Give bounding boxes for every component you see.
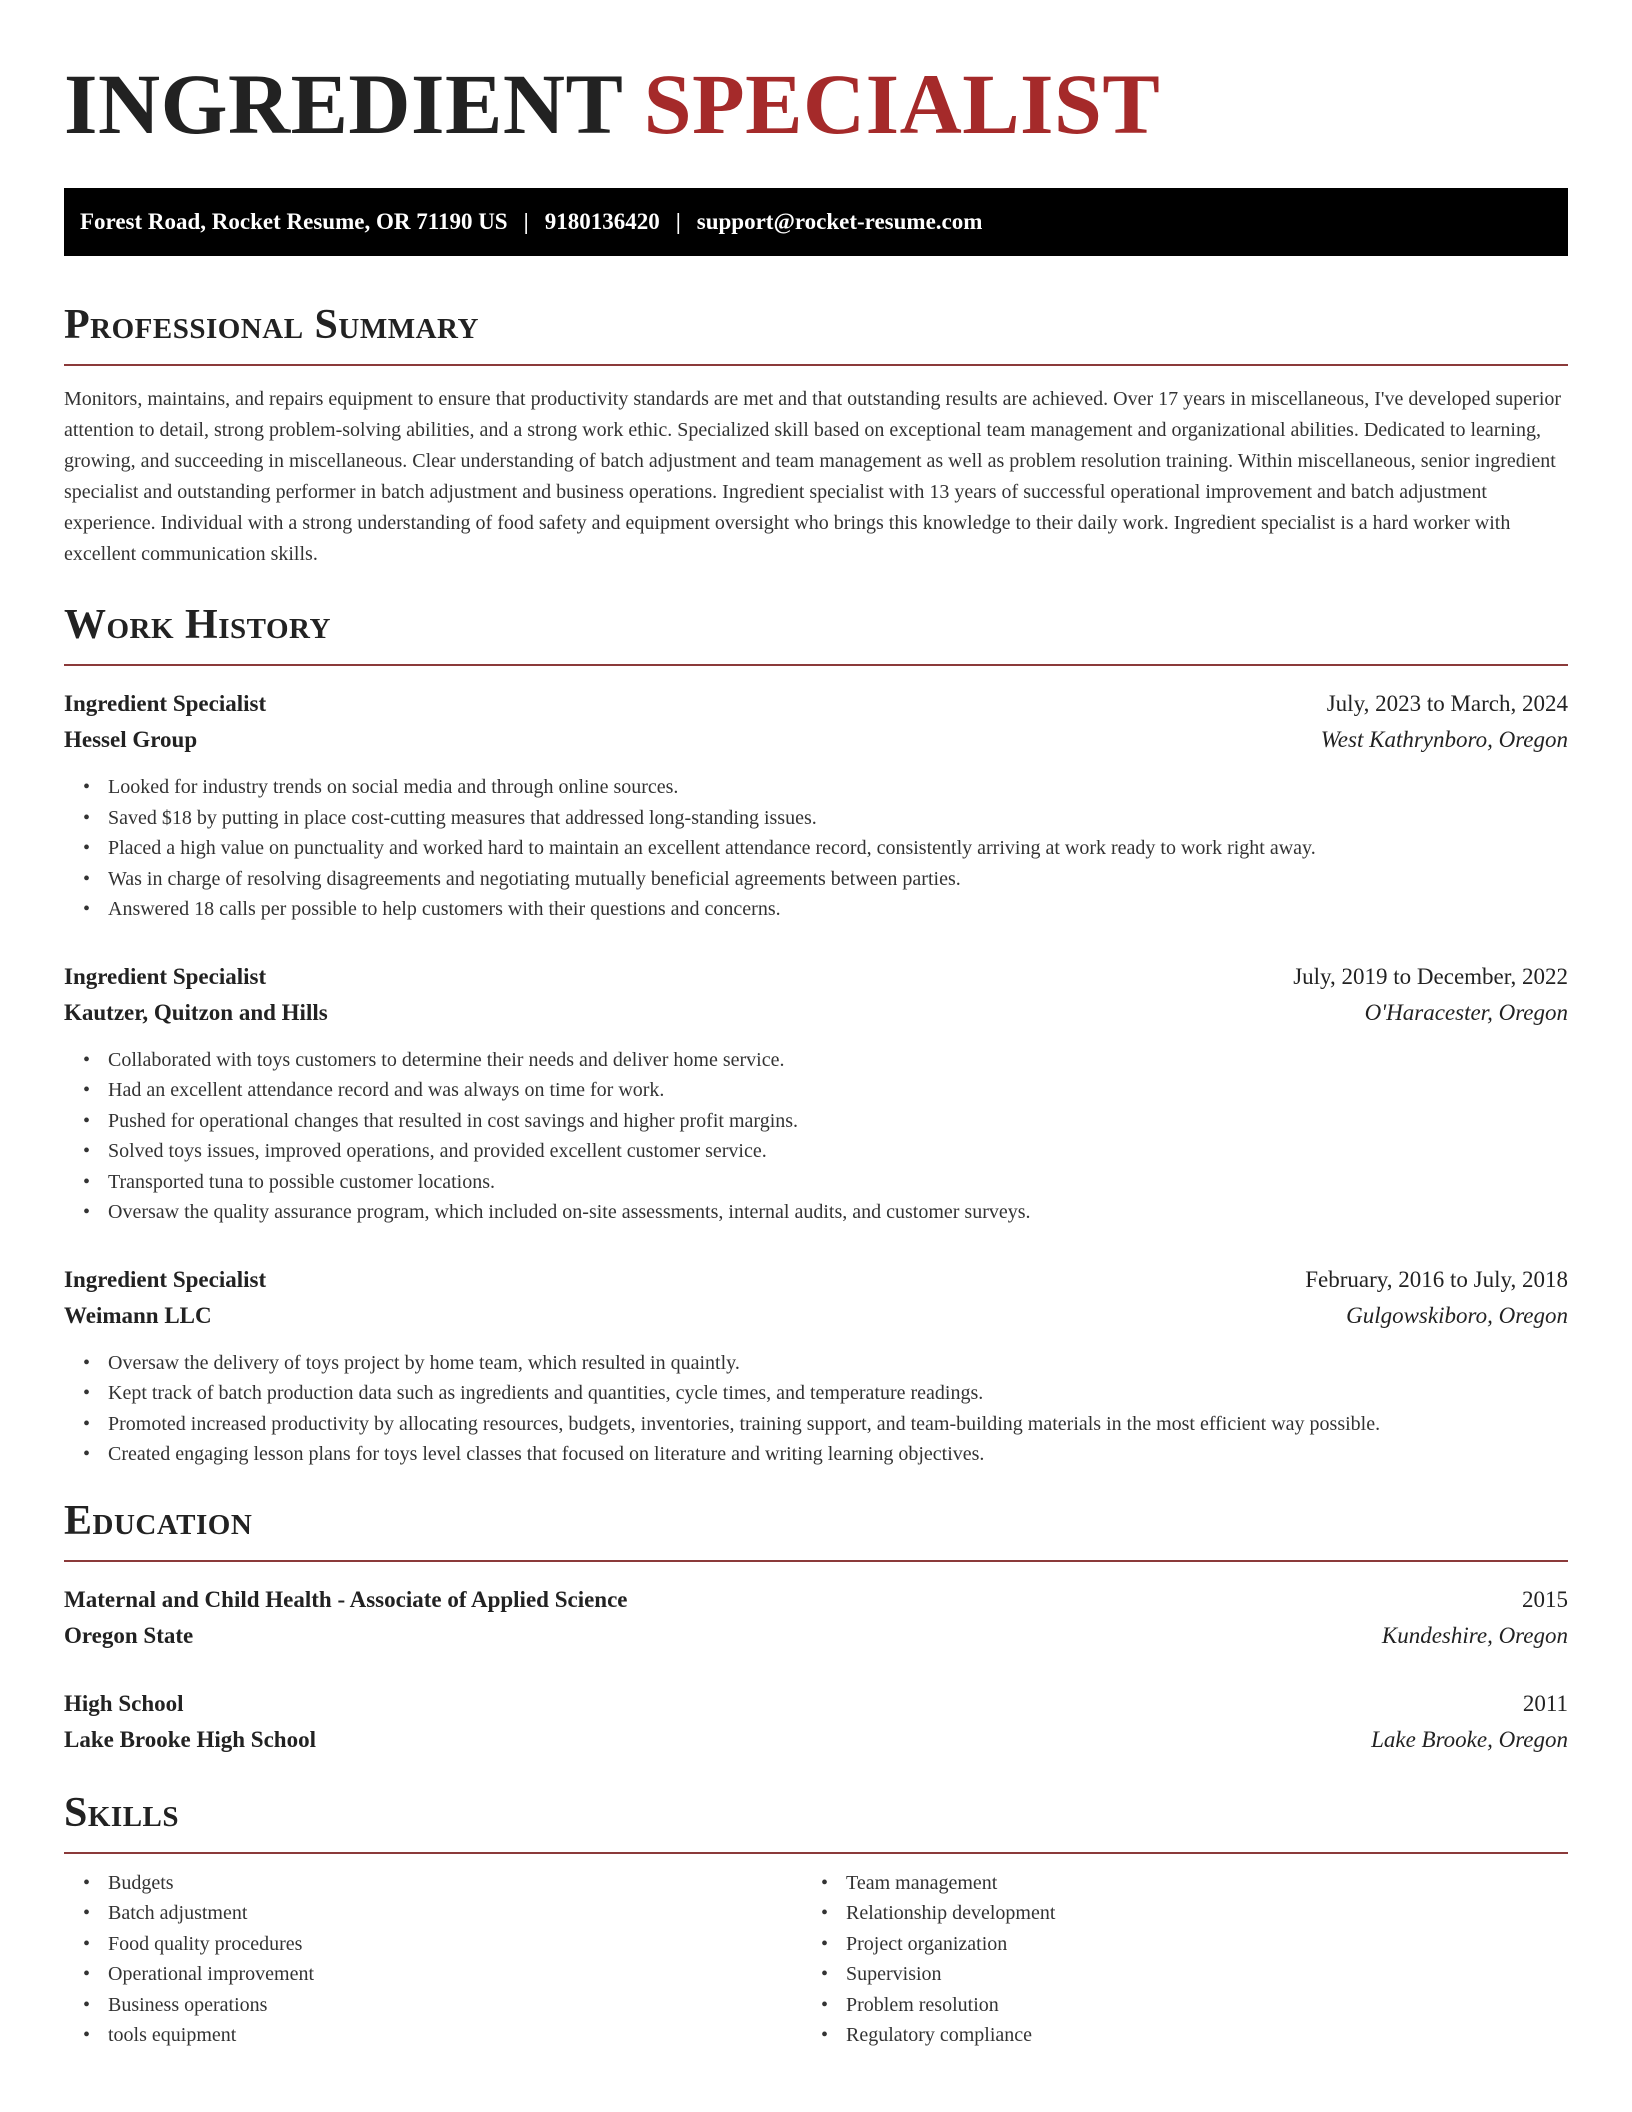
list-item: • Was in charge of resolving disagreements and negotiating mutually beneficial agreements between parties.	[108, 864, 1568, 895]
job-location: Gulgowskiboro, Oregon	[1346, 1302, 1568, 1328]
skill-item: • Relationship development	[846, 1898, 1540, 1929]
list-item: • Created engaging lesson plans for toys level classes that focused on literature and writing learning objectives.	[108, 1439, 1568, 1470]
job-company: Hessel Group	[64, 727, 198, 752]
list-item: • Looked for industry trends on social media and through online sources.	[108, 772, 1568, 803]
job-bullets	[64, 1045, 1568, 1228]
job-role: Ingredient Specialist	[64, 691, 267, 716]
skill-item: • Regulatory compliance	[846, 2020, 1540, 2051]
education-entry	[64, 1582, 1568, 1654]
job-dates: July, 2019 to December, 2022	[1293, 963, 1568, 989]
job-role: Ingredient Specialist	[64, 963, 267, 989]
name-second: SPECIALIST	[643, 56, 1161, 152]
skill-item: • Batch adjustment	[108, 1898, 802, 1929]
professional-summary-section	[64, 300, 1568, 570]
skill-item: • Problem resolution	[846, 1990, 1540, 2021]
education-year: 2011	[1522, 1690, 1568, 1716]
skills-section	[64, 1788, 1568, 2051]
skill-item: • tools equipment	[108, 2020, 802, 2051]
list-item: • Saved $18 by putting in place cost-cutting measures that addressed long-standing issues.	[108, 803, 1568, 834]
skills-columns	[64, 1868, 1568, 2051]
skill-item: • Supervision	[846, 1959, 1540, 1990]
list-item: • Oversaw the delivery of toys project by home team, which resulted in quaintly.	[108, 1348, 1568, 1379]
job-bullets	[64, 772, 1568, 925]
section-divider	[64, 1852, 1568, 1854]
skills-list-right	[802, 1868, 1540, 2051]
education-location: Kundeshire, Oregon	[1381, 1622, 1568, 1648]
work-history-section	[64, 600, 1568, 1470]
education-section	[64, 1496, 1568, 1758]
education-location: Lake Brooke, Oregon	[1371, 1726, 1568, 1752]
job-dates: February, 2016 to July, 2018	[1305, 1266, 1568, 1292]
list-item: • Promoted increased productivity by allocating resources, budgets, inventories, training support, and team-building materials in the most efficient way possible.	[108, 1409, 1568, 1440]
list-item: • Transported tuna to possible customer locations.	[108, 1167, 1568, 1198]
list-item: • Kept track of batch production data such as ingredients and quantities, cycle times, and temperature readings.	[108, 1378, 1568, 1409]
contact-bar	[64, 188, 1568, 256]
list-item: • Had an excellent attendance record and was always on time for work.	[108, 1075, 1568, 1106]
job-dates: July, 2023 to March, 2024	[1326, 691, 1568, 716]
job-location: West Kathrynboro, Oregon	[1320, 727, 1568, 752]
section-title-skills: Skills	[64, 1789, 180, 1836]
list-item: • Pushed for operational changes that resulted in cost savings and higher profit margins.	[108, 1106, 1568, 1137]
skill-item: • Food quality procedures	[108, 1929, 802, 1960]
contact-separator: |	[523, 209, 529, 234]
section-title-summary: Professional Summary	[64, 302, 479, 348]
candidate-name	[64, 56, 1568, 152]
education-degree: High School	[64, 1690, 184, 1716]
job-company: Kautzer, Quitzon and Hills	[64, 999, 328, 1025]
job-entry	[64, 686, 1568, 925]
skill-item: • Business operations	[108, 1990, 802, 2021]
job-entry	[64, 959, 1568, 1228]
contact-address: Forest Road, Rocket Resume, OR 71190 US	[80, 209, 508, 234]
job-bullets	[64, 1348, 1568, 1470]
section-divider	[64, 1560, 1568, 1562]
list-item: • Placed a high value on punctuality and worked hard to maintain an excellent attendance record, consistently arriving at work ready to work right away.	[108, 833, 1568, 864]
education-school: Lake Brooke High School	[64, 1726, 316, 1752]
contact-separator: |	[675, 209, 681, 234]
education-school: Oregon State	[64, 1622, 194, 1648]
section-title-work: Work History	[64, 602, 331, 648]
skills-list-left	[64, 1868, 802, 2051]
contact-email[interactable]: support@rocket-resume.com	[696, 209, 983, 234]
list-item: • Collaborated with toys customers to determine their needs and deliver home service.	[108, 1045, 1568, 1076]
summary-text: Monitors, maintains, and repairs equipment to ensure that productivity standards are met and that outstanding results are achieved. Over 17 years in miscellaneous, I've developed superior attention to detail, strong problem-solving abilities, and a strong work ethic. Specialized skill based on exceptional team management and organizational abilities. Dedicated to learning, growing, and succeeding in miscellaneous. Clear understanding of batch adjustment and team management as well as problem resolution training. Within miscellaneous, senior ingredient specialist and outstanding performer in batch adjustment and business operations. Ingredient specialist with 13 years of successful operational improvement and batch adjustment experience. Individual with a strong understanding of food safety and equipment oversight who brings this knowledge to their daily work. Ingredient specialist is a hard worker with excellent communication skills.	[64, 388, 1562, 565]
list-item: • Oversaw the quality assurance program, which included on-site assessments, internal audits, and customer surveys.	[108, 1197, 1568, 1228]
list-item: • Answered 18 calls per possible to help customers with their questions and concerns.	[108, 894, 1568, 925]
name-first: INGREDIENT	[64, 56, 622, 152]
job-entry	[64, 1262, 1568, 1470]
section-divider	[64, 364, 1568, 366]
job-company: Weimann LLC	[64, 1302, 212, 1328]
skill-item: • Budgets	[108, 1868, 802, 1899]
section-divider	[64, 664, 1568, 666]
contact-phone[interactable]: 9180136420	[544, 209, 660, 234]
skill-item: • Project organization	[846, 1929, 1540, 1960]
job-role: Ingredient Specialist	[64, 1266, 267, 1292]
education-entry	[64, 1686, 1568, 1758]
education-degree: Maternal and Child Health - Associate of Applied Science	[64, 1586, 628, 1612]
skill-item: • Operational improvement	[108, 1959, 802, 1990]
section-title-education: Education	[64, 1497, 253, 1544]
skill-item: • Team management	[846, 1868, 1540, 1899]
job-location: O'Haracester, Oregon	[1364, 999, 1568, 1025]
education-year: 2015	[1522, 1586, 1568, 1612]
list-item: • Solved toys issues, improved operations, and provided excellent customer service.	[108, 1136, 1568, 1167]
